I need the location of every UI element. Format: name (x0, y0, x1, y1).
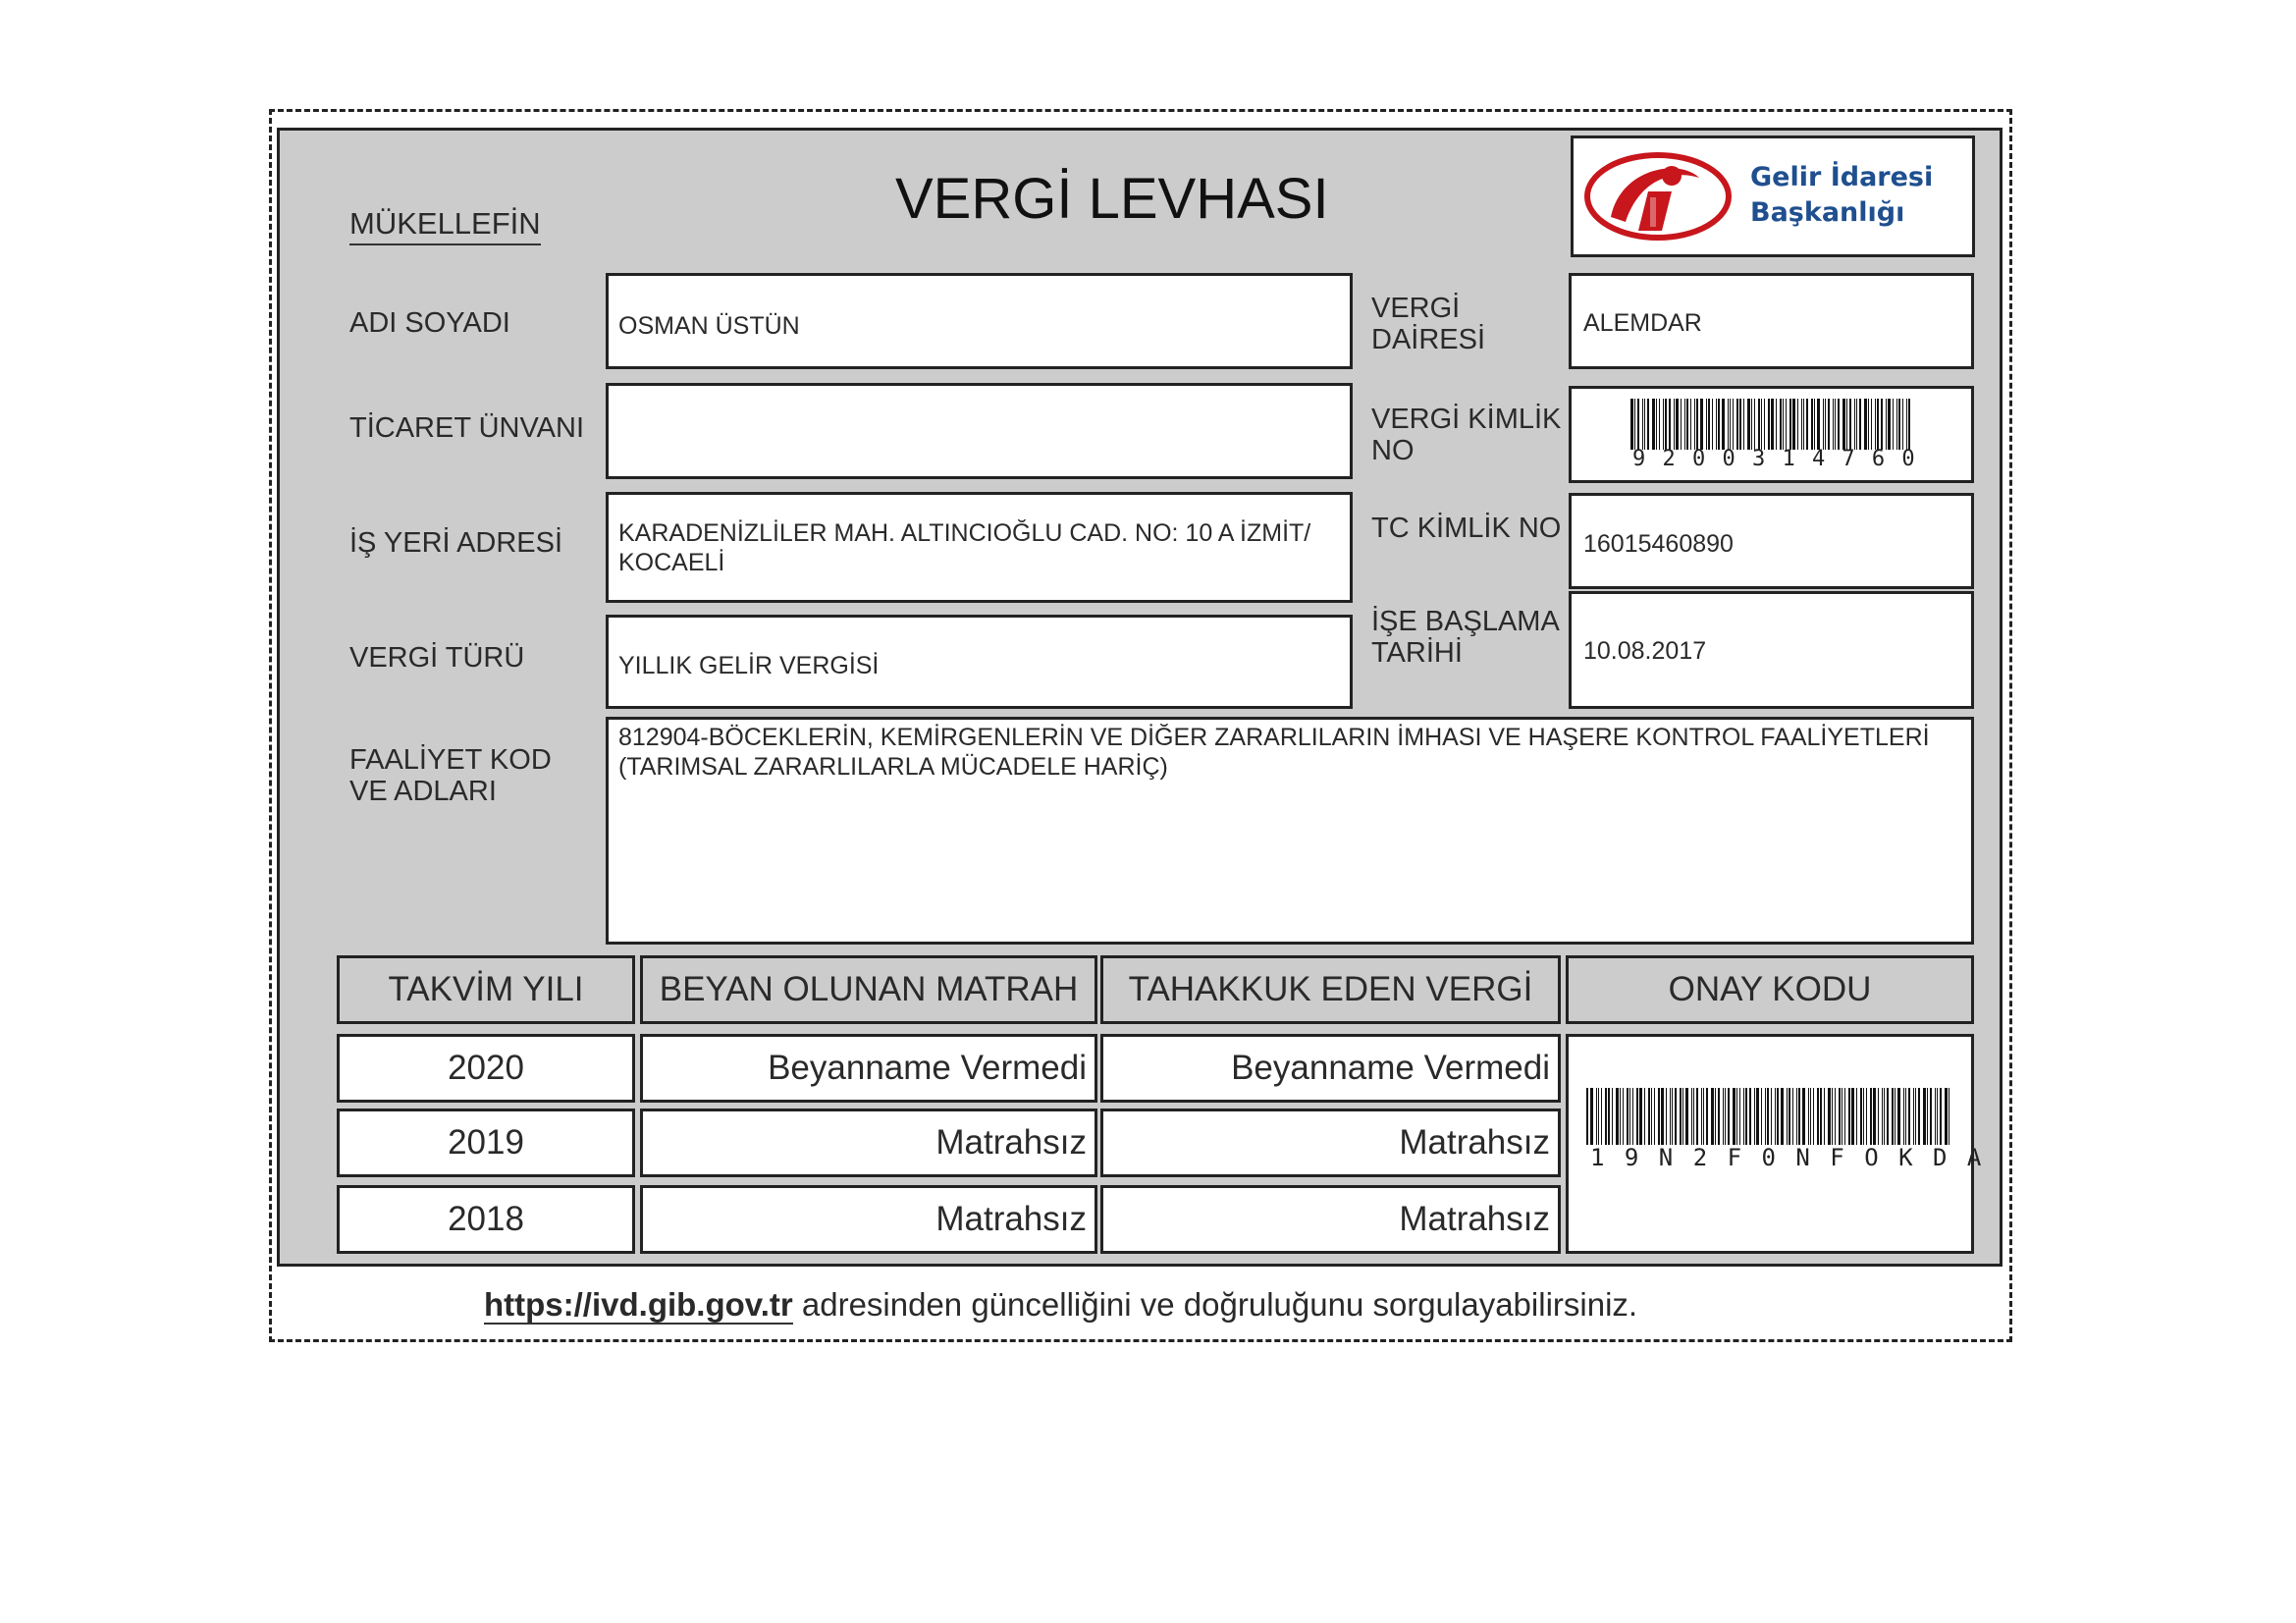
barcode-bar (1849, 399, 1851, 450)
barcode-bar (1786, 399, 1787, 450)
barcode-bar (1654, 1088, 1655, 1145)
barcode-bar (1745, 1088, 1747, 1145)
barcode-bar (1639, 1088, 1642, 1145)
barcode-bar (1682, 1088, 1683, 1145)
faaliyet-value: 812904-BÖCEKLERİN, KEMİRGENLERİN VE DİĞER ZARARLILARIN İMHASI VE HAŞERE KONTROL FAALİYETLERİ (TARIMSAL ZARARLILARLA MÜCADELE HARİÇ) (618, 724, 1930, 781)
barcode-bar (1764, 399, 1765, 450)
adi-soyadi-value: OSMAN ÜSTÜN (618, 312, 800, 340)
barcode-bar (1775, 1088, 1776, 1145)
ise-baslama-field (1569, 591, 1974, 709)
barcode-bar (1676, 399, 1679, 450)
barcode-bar (1892, 1088, 1894, 1145)
barcode-bar (1725, 1088, 1726, 1145)
barcode-bar (1851, 1088, 1854, 1145)
barcode-bar (1708, 399, 1710, 450)
page-title: VERGİ LEVHASI (895, 167, 1329, 231)
barcode-bar (1789, 1088, 1790, 1145)
barcode-bar (1651, 1088, 1652, 1145)
barcode-bar (1743, 1088, 1744, 1145)
barcode-bar (1636, 1088, 1638, 1145)
barcode-bar (1833, 399, 1834, 450)
barcode-bar (1802, 1088, 1805, 1145)
onay-kodu-barcode (1586, 1088, 1953, 1145)
barcode-bar (1701, 1088, 1702, 1145)
barcode-bar (1605, 1088, 1607, 1145)
barcode-bar (1706, 399, 1707, 450)
barcode-bar (1715, 1088, 1716, 1145)
barcode-bar (1623, 1088, 1624, 1145)
barcode-bar (1756, 1088, 1759, 1145)
barcode-bar (1733, 1088, 1735, 1145)
table-row-year: 2019 (337, 1109, 635, 1177)
barcode-bar (1637, 399, 1639, 450)
barcode-bar (1666, 1088, 1667, 1145)
barcode-bar (1825, 399, 1826, 450)
barcode-bar (1780, 399, 1782, 450)
barcode-bar (1896, 399, 1897, 450)
barcode-bar (1728, 399, 1729, 450)
barcode-bar (1686, 399, 1688, 450)
barcode-bar (1590, 1088, 1593, 1145)
barcode-bar (1811, 399, 1813, 450)
barcode-bar (1824, 1088, 1825, 1145)
ticaret-unvani-label: TİCARET ÜNVANI (349, 412, 585, 444)
vergi-kimlik-no-label: VERGİ KİMLİK NO (1371, 404, 1562, 466)
barcode-bar (1659, 399, 1660, 450)
table-row-matrah: Beyanname Vermedi (640, 1034, 1097, 1103)
vergi-dairesi-value: ALEMDAR (1583, 309, 1702, 337)
barcode-bar (1828, 1088, 1831, 1145)
barcode-bar (1685, 1088, 1688, 1145)
barcode-bar (1749, 1088, 1751, 1145)
barcode-bar (1736, 1088, 1737, 1145)
barcode-bar (1886, 399, 1887, 450)
barcode-bar (1832, 1088, 1833, 1145)
barcode-bar (1681, 399, 1682, 450)
barcode-bar (1608, 1088, 1610, 1145)
adi-soyadi-label: ADI SOYADI (349, 307, 510, 339)
barcode-bar (1765, 1088, 1766, 1145)
vergi-dairesi-field (1569, 273, 1974, 369)
barcode-bar (1856, 1088, 1857, 1145)
header-takvim-yili: TAKVİM YILI (337, 955, 635, 1024)
barcode-bar (1620, 1088, 1621, 1145)
faaliyet-field (606, 717, 1974, 945)
barcode-bar (1783, 399, 1784, 450)
vergi-kimlik-no-value: 9 2 0 0 3 1 4 7 6 0 (1632, 447, 1917, 471)
barcode-bar (1776, 399, 1777, 450)
barcode-bar (1632, 1088, 1633, 1145)
table-row-vergi: Matrahsız (1100, 1185, 1561, 1254)
barcode-bar (1888, 399, 1891, 450)
barcode-bar (1935, 1088, 1936, 1145)
barcode-bar (1940, 1088, 1942, 1145)
barcode-bar (1761, 399, 1762, 450)
barcode-bar (1887, 1088, 1889, 1145)
barcode-bar (1866, 1088, 1867, 1145)
barcode-bar (1761, 1088, 1762, 1145)
barcode-bar (1923, 1088, 1926, 1145)
barcode-bar (1897, 1088, 1900, 1145)
barcode-bar (1835, 1088, 1836, 1145)
barcode-bar (1696, 399, 1698, 450)
vergi-turu-field (606, 615, 1353, 709)
table-row-vergi: Matrahsız (1100, 1109, 1561, 1177)
barcode-bar (1711, 1088, 1714, 1145)
verification-note (484, 1284, 1637, 1325)
barcode-bar (1663, 399, 1664, 450)
barcode-bar (1787, 1088, 1788, 1145)
barcode-bar (1743, 399, 1744, 450)
barcode-bar (1658, 1088, 1660, 1145)
barcode-bar (1873, 1088, 1876, 1145)
table-row-matrah: Matrahsız (640, 1185, 1097, 1254)
barcode-bar (1915, 1088, 1916, 1145)
barcode-bar (1877, 399, 1879, 450)
barcode-bar (1771, 399, 1774, 450)
barcode-bar (1739, 1088, 1740, 1145)
barcode-bar (1751, 399, 1752, 450)
barcode-bar (1700, 399, 1703, 450)
barcode-bar (1878, 1088, 1879, 1145)
vergi-dairesi-label: VERGİ DAİRESİ (1371, 293, 1486, 355)
barcode-bar (1810, 1088, 1811, 1145)
tc-kimlik-no-field (1569, 493, 1974, 589)
barcode-bar (1906, 399, 1907, 450)
ise-baslama-label: İŞE BAŞLAMA TARİHİ (1371, 606, 1559, 669)
vergi-turu-label: VERGİ TÜRÜ (349, 642, 525, 674)
barcode-bar (1905, 1088, 1906, 1145)
barcode-bar (1844, 1088, 1845, 1145)
barcode-bar (1722, 399, 1725, 450)
barcode-bar (1684, 399, 1685, 450)
barcode-bar (1937, 1088, 1938, 1145)
gib-logo-text: Gelir İdaresi Başkanlığı (1750, 162, 1934, 228)
barcode-bar (1814, 399, 1815, 450)
barcode-bar (1767, 1088, 1769, 1145)
barcode-bar (1945, 1088, 1948, 1145)
is-yeri-adresi-label: İŞ YERİ ADRESİ (349, 527, 563, 559)
barcode-bar (1903, 1088, 1904, 1145)
barcode-bar (1747, 399, 1750, 450)
barcode-bar (1586, 1088, 1588, 1145)
onay-kodu-value: 1 9 N 2 F 0 N F O K D A (1590, 1144, 1985, 1171)
barcode-bar (1733, 399, 1734, 450)
barcode-bar (1652, 399, 1655, 450)
barcode-bar (1781, 1088, 1784, 1145)
vergi-turu-value: YILLIK GELİR VERGİSİ (618, 652, 880, 679)
barcode-bar (1712, 399, 1713, 450)
barcode-bar (1803, 399, 1804, 450)
barcode-bar (1771, 1088, 1772, 1145)
barcode-bar (1634, 399, 1635, 450)
barcode-bar (1706, 1088, 1708, 1145)
barcode-bar (1823, 399, 1824, 450)
barcode-bar (1870, 1088, 1872, 1145)
barcode-bar (1777, 1088, 1779, 1145)
barcode-bar (1842, 399, 1845, 450)
barcode-bar (1675, 1088, 1677, 1145)
barcode-bar (1644, 399, 1645, 450)
barcode-bar (1801, 399, 1802, 450)
barcode-bar (1661, 1088, 1664, 1145)
barcode-bar (1718, 399, 1720, 450)
barcode-bar (1798, 1088, 1800, 1145)
barcode-bar (1895, 1088, 1896, 1145)
barcode-bar (1860, 1088, 1862, 1145)
barcode-bar (1806, 399, 1808, 450)
adi-soyadi-field (606, 273, 1353, 369)
barcode-bar (1739, 399, 1741, 450)
verification-text: adresinden güncelliğini ve doğruluğunu sorgulayabilirsiniz. (792, 1286, 1638, 1323)
barcode-bar (1796, 1088, 1797, 1145)
verification-link[interactable]: https://ivd.gib.gov.tr (484, 1286, 793, 1323)
barcode-bar (1828, 399, 1830, 450)
barcode-bar (1898, 399, 1900, 450)
barcode-bar (1758, 399, 1760, 450)
barcode-bar (1859, 399, 1861, 450)
barcode-bar (1616, 1088, 1619, 1145)
barcode-bar (1918, 1088, 1920, 1145)
barcode-bar (1817, 399, 1820, 450)
barcode-bar (1902, 399, 1903, 450)
barcode-bar (1808, 1088, 1809, 1145)
table-row-year: 2020 (337, 1034, 635, 1103)
barcode-bar (1882, 1088, 1883, 1145)
barcode-bar (1694, 399, 1695, 450)
barcode-bar (1868, 399, 1869, 450)
is-yeri-adresi-field (606, 492, 1353, 603)
barcode-bar (1789, 399, 1791, 450)
barcode-bar (1718, 1088, 1720, 1145)
barcode-bar (1736, 399, 1738, 450)
barcode-bar (1881, 399, 1883, 450)
barcode-bar (1642, 399, 1643, 450)
is-yeri-adresi-value: KARADENİZLİLER MAH. ALTINCIOĞLU CAD. NO: 10 A İZMİT/ KOCAELİ (618, 519, 1311, 576)
gib-logo (1571, 135, 1975, 257)
barcode-bar (1612, 1088, 1613, 1145)
table-row-vergi: Beyanname Vermedi (1100, 1034, 1561, 1103)
barcode-bar (1647, 399, 1649, 450)
table-row-year: 2018 (337, 1185, 635, 1254)
header-beyan-olunan-matrah: BEYAN OLUNAN MATRAH (640, 955, 1097, 1024)
barcode-bar (1627, 1088, 1629, 1145)
barcode-bar (1927, 1088, 1928, 1145)
barcode-bar (1893, 399, 1894, 450)
tc-kimlik-no-label: TC KİMLİK NO (1371, 513, 1562, 544)
ise-baslama-value: 10.08.2017 (1583, 637, 1707, 665)
barcode-bar (1768, 399, 1770, 450)
taxpayer-heading: MÜKELLEFİN (349, 206, 541, 245)
barcode-bar (1693, 1088, 1694, 1145)
vergi-kimlik-no-field (1569, 386, 1974, 483)
barcode-bar (1598, 1088, 1599, 1145)
barcode-bar (1797, 399, 1798, 450)
barcode-bar (1930, 1088, 1932, 1145)
barcode-bar (1864, 399, 1867, 450)
barcode-bar (1596, 1088, 1597, 1145)
header-tahakkuk-eden-vergi: TAHAKKUK EDEN VERGİ (1100, 955, 1561, 1024)
barcode-bar (1820, 1088, 1822, 1145)
barcode-bar (1674, 399, 1675, 450)
barcode-bar (1680, 1088, 1682, 1145)
faaliyet-label: FAALİYET KOD VE ADLARI (349, 744, 552, 807)
barcode-bar (1813, 1088, 1814, 1145)
barcode-bar (1754, 1088, 1755, 1145)
barcode-bar (1792, 1088, 1793, 1145)
barcode-bar (1730, 399, 1731, 450)
barcode-bar (1629, 1088, 1630, 1145)
onay-kodu-cell (1566, 1034, 1985, 1254)
barcode-bar (1846, 399, 1847, 450)
barcode-bar (1723, 1088, 1724, 1145)
barcode-bar (1848, 1088, 1850, 1145)
barcode-bar (1716, 399, 1717, 450)
gib-emblem-icon (1581, 148, 1735, 244)
barcode-bar (1665, 399, 1667, 450)
barcode-bar (1669, 399, 1671, 450)
barcode-bar (1856, 399, 1857, 450)
vergi-kimlik-barcode (1630, 399, 1915, 450)
ticaret-unvani-field (606, 383, 1353, 479)
barcode-bar (1839, 1088, 1841, 1145)
barcode-bar (1648, 1088, 1650, 1145)
barcode-bar (1817, 1088, 1819, 1145)
barcode-bar (1703, 1088, 1704, 1145)
barcode-bar (1644, 1088, 1645, 1145)
table-row-matrah: Matrahsız (640, 1109, 1097, 1177)
barcode-bar (1672, 1088, 1673, 1145)
barcode-bar (1863, 1088, 1864, 1145)
barcode-bar (1754, 399, 1755, 450)
barcode-bar (1691, 1088, 1692, 1145)
header-onay-kodu: ONAY KODU (1566, 955, 1974, 1024)
barcode-bar (1871, 399, 1872, 450)
barcode-bar (1908, 399, 1910, 450)
tc-kimlik-no-value: 16015460890 (1583, 530, 1734, 558)
barcode-bar (1884, 1088, 1885, 1145)
barcode-bar (1792, 399, 1795, 450)
barcode-bar (1601, 1088, 1602, 1145)
barcode-bar (1913, 1088, 1914, 1145)
barcode-bar (1656, 399, 1657, 450)
barcode-bar (1630, 399, 1633, 450)
barcode-bar (1696, 1088, 1698, 1145)
barcode-bar (1875, 399, 1876, 450)
barcode-bar (1854, 399, 1855, 450)
barcode-bar (1835, 399, 1836, 450)
barcode-bar (1670, 1088, 1671, 1145)
barcode-bar (1908, 1088, 1910, 1145)
barcode-bar (1838, 399, 1840, 450)
barcode-bar (1728, 1088, 1730, 1145)
barcode-bar (1690, 399, 1691, 450)
